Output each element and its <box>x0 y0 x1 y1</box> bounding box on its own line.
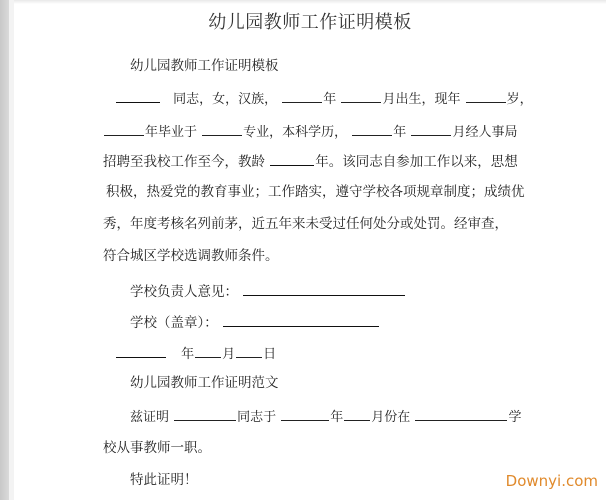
hire-month-blank[interactable] <box>411 121 451 136</box>
age-blank[interactable] <box>466 88 506 103</box>
date-row: 年 月 日 <box>115 343 276 364</box>
sample-line-1: 兹证明 同志于 年 月份在 学 <box>130 406 521 427</box>
watermark: Downyi.com <box>505 472 598 490</box>
sample-year-blank[interactable] <box>281 406 329 421</box>
paragraph-line-2: 年毕业于 专业，本科学历， 年 月经人事局 <box>103 121 517 142</box>
date-year-blank[interactable] <box>116 343 166 358</box>
date-day-blank[interactable] <box>236 343 262 358</box>
name-blank[interactable] <box>116 88 160 103</box>
school-seal-blank[interactable] <box>223 312 379 327</box>
paragraph-line-6: 符合城区学校选调教师条件。 <box>103 248 279 264</box>
major-blank[interactable] <box>202 121 242 136</box>
left-gutter <box>0 0 9 500</box>
sample-month-blank[interactable] <box>344 406 370 421</box>
grad-year-blank[interactable] <box>104 121 144 136</box>
principal-opinion-row: 学校负责人意见： <box>130 281 406 301</box>
paragraph-line-3: 招聘至我校工作至今，教龄 年。该同志自参加工作以来，思想 <box>103 151 518 171</box>
hire-year-blank[interactable] <box>352 121 392 136</box>
principal-opinion-blank[interactable] <box>243 281 405 296</box>
sample-line-2: 校从事教师一职。 <box>103 440 211 456</box>
birth-year-blank[interactable] <box>282 88 322 103</box>
teaching-years-blank[interactable] <box>270 151 314 166</box>
school-seal-row: 学校（盖章）： <box>130 312 380 332</box>
paragraph-line-1: 同志，女，汉族， 年 月出生，现年 岁， <box>115 88 533 109</box>
paragraph-line-4: 积极，热爱党的教育事业；工作踏实，遵守学校各项规章制度；成绩优 <box>106 184 525 200</box>
paragraph-line-5: 秀，年度考核名列前茅，近五年来未受过任何处分或处罚。经审查， <box>103 216 508 232</box>
template-heading: 幼儿园教师工作证明模板 <box>130 58 279 74</box>
sample-school-blank[interactable] <box>415 406 507 421</box>
date-month-blank[interactable] <box>195 343 221 358</box>
birth-month-blank[interactable] <box>341 88 381 103</box>
document-title: 幼儿园教师工作证明模板 <box>208 12 412 33</box>
sample-closing: 特此证明！ <box>130 472 198 488</box>
sample-name-blank[interactable] <box>174 406 236 421</box>
sample-heading: 幼儿园教师工作证明范文 <box>130 375 279 391</box>
document-page <box>14 0 606 500</box>
